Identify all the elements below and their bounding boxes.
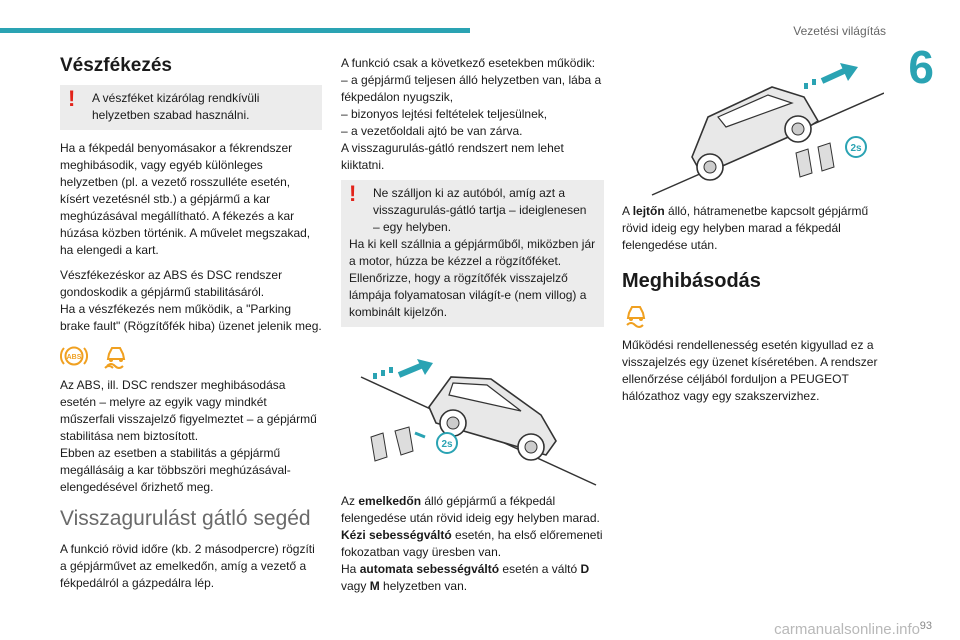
watermark: carmanualsonline.info bbox=[774, 621, 920, 638]
emergency-brake-title: Vészfékezés bbox=[60, 55, 172, 76]
hill-assist-warning-icon bbox=[622, 301, 650, 329]
warning-box: ! Ne szálljon ki az autóból, amíg azt a visszagurulás-gátló tartja – ideiglenesen – egy helyben. Ha ki kell szállnia a gépjárműből, miközben jár a motor, húzza be kézzel a rögzítőféket. Ellenőrizze, hogy a rögzítőfék visszajelző lámpája folyamatosan világít-e (nem villog) a kombinált kijelzőn. bbox=[341, 180, 604, 327]
paragraph: A funkció rövid időre (kb. 2 másodpercre) rögzíti a gépjárművet az emelkedőn, amíg a vezető a fékpedálról a gázpedálra lép. bbox=[60, 542, 315, 590]
paragraph: Működési rendellenesség esetén kigyullad ez a visszajelzés egy üzenet kíséretében. A rendszer ellenőrzése céljából forduljon a PEUGEOT hálózathoz vagy egy szakszervizhez. bbox=[622, 338, 878, 403]
caption: A lejtőn álló, hátramenetbe kapcsolt gépjármű rövid ideig egy helyben marad a fékpedál felengedése után. bbox=[622, 204, 869, 252]
paragraph: Ebben az esetben a stabilitás a gépjármű megállásáig a kar többszöri meghúzásával-elengedésével őrizhető meg. bbox=[60, 446, 291, 494]
fault-title: Meghibásodás bbox=[622, 270, 761, 292]
column-3 bbox=[622, 55, 884, 413]
downhill-car-illustration bbox=[622, 57, 884, 197]
section-header: Vezetési világítás bbox=[793, 24, 886, 38]
page-number: 93 bbox=[919, 620, 932, 632]
header-accent-bar bbox=[0, 28, 470, 33]
indicator-icons bbox=[60, 343, 322, 369]
paragraph: Vészfékezéskor az ABS és DSC rendszer gondoskodik a gépjármű stabilitásáról. bbox=[60, 268, 283, 299]
chapter-number: 6 bbox=[908, 41, 934, 93]
svg-text:ABS: ABS bbox=[66, 354, 82, 361]
paragraph: A funkció csak a következő esetekben működik: – a gépjármű teljesen álló helyzetben van, lába a fékpedálon nyugszik, – bizonyos lejtési feltételek teljesülnek, – a vezetőoldali ajtó be van zárva. A visszagurulás-gátló rendszert nem lehet kiiktatni. bbox=[341, 56, 602, 172]
paragraph: Ha a vészfékezés nem működik, a "Parking brake fault" (Rögzítőfék hiba) üzenet jelenik meg. bbox=[60, 302, 322, 333]
column-1 bbox=[60, 55, 322, 600]
hill-start-title: Visszagurulást gátló segéd bbox=[60, 507, 311, 530]
paragraph: Ha a fékpedál benyomásakor a fékrendszer meghibásodik, vagy egyéb különleges helyzetben (pl. a vezető rosszulléte esetén, kísért vezetésnél stb.) a gépjármű a kar meghúzásával megállítható. A fékezés a kar húzása közben történik. A művelet megszakad, ha elengedi a kart. bbox=[60, 141, 311, 257]
caption: Az emelkedőn álló gépjármű a fékpedál felengedése után rövid ideig egy helyben marad. Kézi sebességváltó esetén, ha első előremeneti fokozatban vagy üresben van. Ha automata sebességváltó esetén a váltó D vagy M helyzetben van. bbox=[341, 494, 603, 593]
svg-text:2s: 2s bbox=[850, 143, 862, 154]
warning-icon: ! bbox=[68, 86, 76, 111]
paragraph: Az ABS, ill. DSC rendszer meghibásodása esetén – melyre az egyik vagy mindkét műszerfali visszajelző figyelmeztet – a gépjármű stabilitása nem biztosított. bbox=[60, 378, 317, 443]
svg-text:2s: 2s bbox=[441, 439, 453, 450]
column-2 bbox=[341, 55, 604, 603]
warning-icon: ! bbox=[349, 181, 357, 206]
abs-warning-icon bbox=[60, 343, 88, 369]
dsc-warning-icon bbox=[102, 343, 130, 369]
warning-box: ! A vészféket kizárólag rendkívüli helyzetben szabad használni. bbox=[60, 85, 322, 130]
uphill-car-illustration bbox=[341, 337, 604, 487]
